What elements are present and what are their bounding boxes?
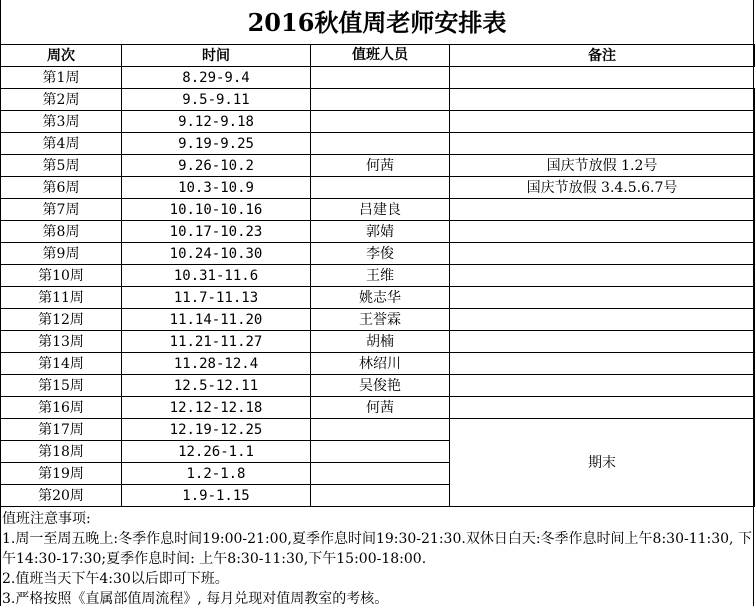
cell-remarks [450,309,755,331]
page-title: 2016秋值周老师安排表 [0,0,754,45]
cell-time: 12.19-12.25 [122,419,311,441]
cell-time: 12.5-12.11 [122,375,311,397]
cell-staff: 王维 [311,265,450,287]
cell-week: 第11周 [1,287,122,309]
cell-staff: 何茜 [311,397,450,419]
cell-time: 9.12-9.18 [122,111,311,133]
notes-item-3: 3.严格按照《直属部值周流程》, 每月兑现对值周教室的考核。 [2,591,389,607]
header-staff: 值班人员 [311,45,450,67]
cell-staff: 何茜 [311,155,450,177]
notes-heading: 值班注意事项: [2,511,91,527]
table-row [1,133,755,155]
table-row [1,89,755,111]
cell-staff [311,463,450,485]
cell-time: 1.2-1.8 [122,463,311,485]
table-row [1,397,755,419]
cell-staff [311,111,450,133]
cell-remarks [450,331,755,353]
cell-week: 第7周 [1,199,122,221]
cell-staff [311,441,450,463]
cell-remarks [450,199,755,221]
duty-notes [2,509,754,609]
table-row [1,177,755,199]
cell-time: 11.28-12.4 [122,353,311,375]
cell-week: 第19周 [1,463,122,485]
cell-time: 10.10-10.16 [122,199,311,221]
cell-staff: 王誉霖 [311,309,450,331]
cell-remarks [450,265,755,287]
table-row [1,221,755,243]
cell-remarks [450,375,755,397]
header-row [1,45,755,67]
table-row [1,309,755,331]
cell-week: 第9周 [1,243,122,265]
cell-time: 12.12-12.18 [122,397,311,419]
cell-time: 10.24-10.30 [122,243,311,265]
cell-week: 第12周 [1,309,122,331]
table-row [1,375,755,397]
table-row [1,243,755,265]
cell-time: 10.3-10.9 [122,177,311,199]
header-time: 时间 [122,45,311,67]
cell-week: 第1周 [1,67,122,89]
table-row [1,199,755,221]
cell-week: 第10周 [1,265,122,287]
table-row [1,419,755,441]
cell-week: 第13周 [1,331,122,353]
table-row [1,67,755,89]
cell-staff: 林绍川 [311,353,450,375]
cell-staff: 胡楠 [311,331,450,353]
cell-week: 第4周 [1,133,122,155]
cell-week: 第2周 [1,89,122,111]
cell-week: 第8周 [1,221,122,243]
cell-staff [311,133,450,155]
cell-remarks [450,287,755,309]
header-week: 周次 [1,45,122,67]
cell-time: 10.17-10.23 [122,221,311,243]
cell-remarks [450,397,755,419]
cell-week: 第3周 [1,111,122,133]
cell-remarks [450,133,755,155]
cell-remarks [450,221,755,243]
cell-time: 11.7-11.13 [122,287,311,309]
cell-remarks-final: 期末 [450,419,755,507]
table-row [1,265,755,287]
cell-week: 第17周 [1,419,122,441]
cell-week: 第14周 [1,353,122,375]
cell-remarks [450,111,755,133]
cell-staff [311,419,450,441]
cell-remarks [450,89,755,111]
cell-week: 第16周 [1,397,122,419]
cell-time: 11.14-11.20 [122,309,311,331]
cell-week: 第15周 [1,375,122,397]
cell-time: 9.26-10.2 [122,155,311,177]
cell-time: 12.26-1.1 [122,441,311,463]
cell-remarks [311,67,450,89]
cell-remarks: 国庆节放假 3.4.5.6.7号 [450,177,755,199]
cell-staff: 李俊 [311,243,450,265]
cell-staff [311,485,450,507]
table-row [1,111,755,133]
cell-remarks [450,353,755,375]
table-body [1,67,755,507]
cell-staff: 姚志华 [311,287,450,309]
table-row [1,331,755,353]
table-row [1,287,755,309]
notes-item-2: 2.值班当天下午4:30以后即可下班。 [2,571,229,587]
cell-week: 第6周 [1,177,122,199]
cell-remarks [450,243,755,265]
duty-table [0,44,755,507]
cell-staff [311,89,450,111]
table-row [1,155,755,177]
header-remarks: 备注 [450,45,755,67]
cell-time: 10.31-11.6 [122,265,311,287]
cell-time: 11.21-11.27 [122,331,311,353]
cell-week: 第20周 [1,485,122,507]
cell-time: 8.29-9.4 [122,67,311,89]
cell-remarks: 国庆节放假 1.2号 [450,155,755,177]
table-row [1,353,755,375]
cell-week: 第5周 [1,155,122,177]
cell-time: 1.9-1.15 [122,485,311,507]
cell-staff: 吕建良 [311,199,450,221]
cell-staff: 郭婧 [311,221,450,243]
cell-staff: 吴俊艳 [311,375,450,397]
notes-item-1: 1.周一至周五晚上:冬季作息时间19:00-21:00,夏季作息时间19:30-21:30.双休日白天:冬季作息时间上午8:30-11:30, 下午14:30-17:30;夏季作息时间: 上午8:30-11:30,下午15:00-18:00. [2,531,752,567]
cell-time: 9.5-9.11 [122,89,311,111]
cell-time: 9.19-9.25 [122,133,311,155]
cell-staff [311,177,450,199]
cell-week: 第18周 [1,441,122,463]
